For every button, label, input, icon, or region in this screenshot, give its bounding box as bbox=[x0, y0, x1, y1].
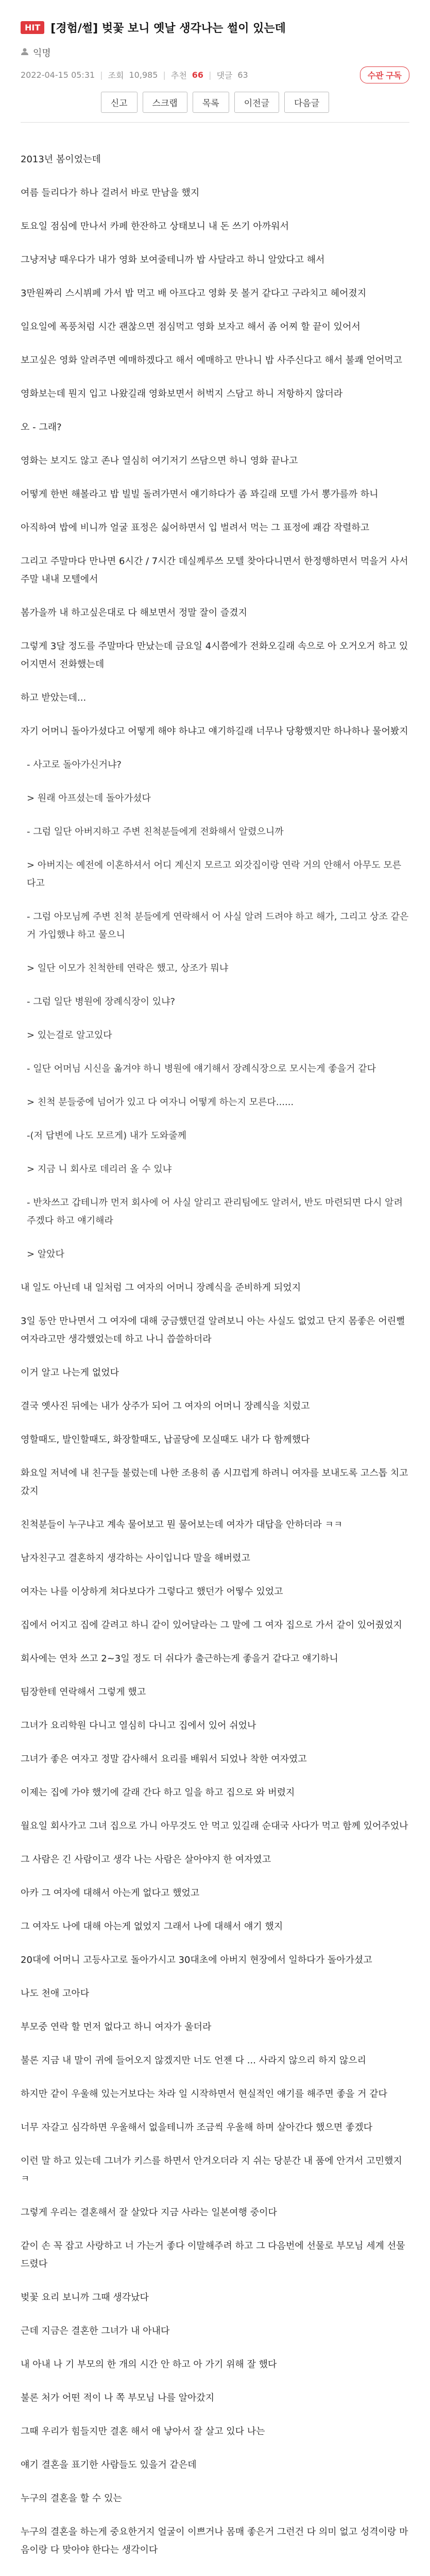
list-button[interactable]: 목록 bbox=[193, 92, 229, 113]
body-paragraph: 그렇게 우리는 결혼해서 잘 살았다 지금 사라는 일본여행 중이다 bbox=[21, 2207, 277, 2218]
body-paragraph: 아직하여 밥에 비니까 얼굴 표정은 싫어하면서 입 벌려서 먹는 그 표정에 쾌감 작렬하고 bbox=[21, 522, 370, 533]
author-name[interactable]: 익명 bbox=[33, 48, 51, 59]
body-paragraph: 어떻게 한번 해볼라고 밥 빌빌 돌려가면서 얘기하다가 좀 꽈길래 모텔 가서 뽕가를까 하니 bbox=[21, 489, 379, 500]
post-date: 2022-04-15 05:31 bbox=[21, 70, 95, 80]
body-paragraph: 아카 그 여자에 대해서 아는게 없다고 했었고 bbox=[21, 1888, 200, 1899]
body-paragraph: 부모중 연락 할 먼저 없다고 하니 여자가 울더라 bbox=[21, 2022, 212, 2032]
body-paragraph: 이런 말 하고 있는데 그녀가 키스를 하면서 안겨오더라 지 쉬는 당분간 내 품에 안겨서 고민했지 ㅋ bbox=[21, 2156, 405, 2184]
dialogue-line: > 있는걸로 알고있다 bbox=[27, 1030, 112, 1041]
dialogue-line: > 친척 분들중에 넘어가 있고 다 여자니 어떻게 하는지 모른다...... bbox=[27, 1097, 294, 1108]
comments-count: 63 bbox=[237, 70, 248, 80]
body-paragraph: 집에서 어지고 집에 갈려고 하니 같이 있어달라는 그 말에 그 여자 집으로 가서 같이 있어줬었지 bbox=[21, 1620, 402, 1631]
body-paragraph: 얘기 결혼을 표기한 사람들도 있을거 같은데 bbox=[21, 2460, 197, 2470]
body-paragraph: 20대에 어머니 고등사고로 돌아가시고 30대초에 아버지 현장에서 일하다가 돌아가셨고 bbox=[21, 1955, 372, 1965]
body-paragraph: 그렇게 3달 정도를 주말마다 만났는데 금요일 4시쯤에가 전화오길래 속으로 아 오거오거 하고 있어지면서 전화했는데 bbox=[21, 641, 408, 670]
body-paragraph: 봄가을까 내 하고싶은대로 다 해보면서 정말 잘이 즐겼지 bbox=[21, 607, 247, 618]
body-paragraph: 그냥저냥 때우다가 내가 영화 보여줄테니까 밥 사달라고 하니 알았다고 해서 bbox=[21, 255, 325, 265]
body-paragraph: 3만원짜리 스시뷔페 가서 밥 먹고 배 아프다고 영화 못 볼거 같다고 구라치고 헤어졌지 bbox=[21, 288, 367, 299]
dialogue-line: - 그럼 아모님께 주변 친척 분들에게 연락해서 어 사실 알려 드려야 하고 해가, 그리고 상조 같은거 가입했냐 하고 물으니 bbox=[27, 911, 409, 940]
body-paragraph: 누구의 결혼을 하는게 중요한거지 얼굴이 이쁘거나 몸매 좋은거 그런건 다 의미 없고 성격이랑 마음이랑 다 맞아야 한다는 생각이다 bbox=[21, 2527, 408, 2555]
report-button[interactable]: 신고 bbox=[101, 92, 137, 113]
views-count: 10,985 bbox=[129, 70, 158, 80]
body-paragraph: 이제는 집에 가야 했기에 갈래 간다 하고 일을 하고 집으로 와 버렸지 bbox=[21, 1787, 295, 1798]
body-paragraph: 하고 받았는데... bbox=[21, 692, 87, 703]
body-paragraph: 일요일에 폭풍처럼 시간 괜찮으면 점심먹고 영화 보자고 해서 좀 어찌 할 끝이 있어서 bbox=[21, 321, 360, 332]
meta-separator: | bbox=[100, 70, 103, 80]
body-paragraph: 그때 우리가 힘들지만 결혼 해서 애 낳아서 잘 살고 있다 나는 bbox=[21, 2426, 265, 2437]
body-paragraph: 팀장한테 연락해서 그렇게 했고 bbox=[21, 1687, 146, 1698]
body-paragraph: 누구의 결혼을 할 수 있는 bbox=[21, 2493, 122, 2504]
views-label: 조회 bbox=[108, 71, 124, 80]
body-paragraph: 결국 옛사진 뒤에는 내가 상주가 되어 그 여자의 어머니 장례식을 치렀고 bbox=[21, 1401, 310, 1412]
dialogue-line: -(저 답변에 나도 모르게) 내가 도와줄께 bbox=[27, 1130, 186, 1141]
meta-separator: | bbox=[163, 70, 166, 80]
post-body bbox=[0, 150, 430, 2559]
body-paragraph: 너무 자갈고 심각하면 우울해서 없을테니까 조금씩 우울해 하며 살아간다 했으면 좋겠다 bbox=[21, 2122, 373, 2133]
body-paragraph: 보고싶은 영화 알려주면 예매하겠다고 해서 예매하고 만나니 밥 사주신다고 해서 불쾌 얻어먹고 bbox=[21, 355, 403, 366]
post-title: [경험/썰] 벚꽃 보니 옛날 생각나는 썰이 있는데 bbox=[50, 22, 286, 35]
body-paragraph: 그리고 주말마다 만나면 6시간 / 7시간 데실께루쓰 모텔 찾아다니면서 한정행하면서 먹을거 사서 주말 내내 모텔에서 bbox=[21, 556, 411, 585]
meta-row bbox=[21, 66, 409, 83]
body-paragraph: 영화보는데 뭔지 입고 나왔길래 영화보면서 허벅지 스담고 하니 저항하지 않더라 bbox=[21, 388, 343, 399]
dialogue-line: - 그럼 일단 아버지하고 주변 친척분들에게 전화해서 알렸으니까 bbox=[27, 826, 284, 837]
body-paragraph: 화요일 저녁에 내 친구들 불렀는데 나한 조용히 좀 시끄럽게 하려니 여자를 보내도록 고스톱 치고 갔지 bbox=[21, 1468, 411, 1497]
body-paragraph: 내 일도 아닌데 내 일처럼 그 여자의 어머니 장례식을 준비하게 되었지 bbox=[21, 1282, 301, 1293]
post-header bbox=[0, 0, 430, 113]
scrap-button[interactable]: 스크랩 bbox=[143, 92, 187, 113]
dialogue-line: > 지금 니 회사로 데리러 올 수 있냐 bbox=[27, 1164, 172, 1175]
body-paragraph: 영화는 보지도 않고 존나 열심히 여기저기 쓰담으면 하니 영화 끝나고 bbox=[21, 455, 298, 466]
dialogue-line: > 알았다 bbox=[27, 1249, 64, 1260]
prev-post-button[interactable]: 이전글 bbox=[234, 92, 279, 113]
recommend-count: 66 bbox=[192, 70, 204, 80]
body-paragraph: 자기 어머니 돌아가셨다고 어떻게 해야 하냐고 얘기하길래 너무나 당황했지만 하나하나 물어봤지 bbox=[21, 726, 408, 737]
body-paragraph: 근데 지금은 결혼한 그녀가 내 아내다 bbox=[21, 2326, 170, 2336]
next-post-button[interactable]: 다음글 bbox=[284, 92, 329, 113]
body-paragraph: 이거 알고 나는게 없었다 bbox=[21, 1367, 119, 1378]
body-paragraph: 그녀가 좋은 여자고 정말 감사해서 요리를 배워서 되었나 착한 여자였고 bbox=[21, 1754, 307, 1765]
recommend-label: 추천 bbox=[170, 71, 187, 80]
body-paragraph: 오 - 그래? bbox=[21, 422, 62, 433]
dialogue-line: > 일단 이모가 친척한테 연락은 했고, 상조가 뭐냐 bbox=[27, 963, 229, 974]
dialogue-line: - 일단 어머님 시신을 옮겨야 하니 병원에 얘기해서 장례식장으로 모시는게 좋을거 같다 bbox=[27, 1063, 376, 1074]
comments-label: 댓글 bbox=[216, 71, 233, 80]
body-paragraph: 여자는 나를 이상하게 쳐다보다가 그렇다고 했던가 어떻수 있었고 bbox=[21, 1586, 283, 1597]
body-paragraph: 여름 들리다가 하나 걸려서 바로 만남을 했지 bbox=[21, 188, 200, 198]
body-paragraph: 친척분들이 누구냐고 계속 물어보고 뭔 물어보는데 여자가 대답을 안하더라 ㅋㅋ bbox=[21, 1519, 343, 1530]
body-paragraph: 내 아내 나 기 부모의 한 개의 시간 안 하고 아 가기 위해 잘 했다 bbox=[21, 2359, 277, 2370]
body-paragraph: 나도 천애 고아다 bbox=[21, 1988, 90, 1999]
author-row bbox=[21, 46, 409, 59]
body-paragraph: 불론 처가 어떤 적이 나 쪽 부모님 나를 알아갔지 bbox=[21, 2393, 215, 2403]
action-row bbox=[21, 92, 409, 113]
title-row bbox=[21, 20, 409, 36]
header-divider bbox=[21, 122, 409, 123]
dialogue-line: - 사고로 돌아가신거냐? bbox=[27, 759, 122, 770]
body-paragraph: 영할때도, 발인할때도, 화장할때도, 납골당에 모실때도 내가 다 함께했다 bbox=[21, 1434, 310, 1445]
dialogue-line: > 원래 아프셨는데 돌아가셨다 bbox=[27, 793, 151, 804]
dialogue-line: - 그럼 일단 병원에 장례식장이 있냐? bbox=[27, 996, 176, 1007]
body-paragraph: 3일 동안 만나면서 그 여자에 대해 궁금했던걸 알려보니 아는 사실도 없었고 단지 몸좋은 어린뻘 여자라고만 생각했었는데 하고 나니 씁쓸하더라 bbox=[21, 1316, 408, 1345]
body-paragraph: 그녀가 요리학원 다니고 열심히 다니고 집에서 있어 쉬었나 bbox=[21, 1720, 256, 1731]
body-paragraph: 그 여자도 나에 대해 아는게 없었지 그래서 나에 대해서 얘기 했지 bbox=[21, 1921, 283, 1932]
subscribe-button[interactable]: 수관 구독 bbox=[360, 66, 409, 83]
body-paragraph: 남자친구고 결혼하지 생각하는 사이입니다 말을 해버렸고 bbox=[21, 1553, 250, 1564]
user-icon bbox=[21, 47, 29, 58]
meta-separator: | bbox=[209, 70, 212, 80]
body-paragraph: 월요일 회사가고 그녀 집으로 가니 아무것도 안 먹고 있길래 순대국 사다가 먹고 함께 있어주었나 bbox=[21, 1821, 408, 1832]
body-paragraph: 벚꽃 요리 보니까 그때 생각났다 bbox=[21, 2292, 149, 2303]
dialogue-line: > 아버지는 예전에 이혼하셔서 어디 계신지 모르고 외갓집이랑 연락 거의 안해서 아무도 모른다고 bbox=[27, 860, 402, 889]
body-paragraph: 토요일 점심에 만나서 카페 한잔하고 상태보니 내 돈 쓰기 아까워서 bbox=[21, 221, 289, 232]
body-paragraph: 회사에는 연차 쓰고 2~3일 정도 더 쉬다가 출근하는게 좋을거 같다고 얘기하니 bbox=[21, 1653, 338, 1664]
body-paragraph: 같이 손 꼭 잡고 사랑하고 너 가는거 좋다 이말해주려 하고 그 다음번에 선물로 부모님 세계 선물 드렸다 bbox=[21, 2241, 408, 2269]
body-paragraph: 그 사람은 긴 사람이고 생각 나는 사람은 살아야지 한 여자였고 bbox=[21, 1854, 271, 1865]
hit-badge: HIT bbox=[21, 21, 44, 34]
dialogue-line: - 반차쓰고 갑테니까 먼저 회사에 어 사실 알리고 관리팀에도 알려서, 반도 마련되면 다시 알려주겠다 하고 얘기해라 bbox=[27, 1197, 403, 1226]
body-paragraph: 불론 지금 내 말이 귀에 들어오지 않겠지만 너도 언젠 다 ... 사라지 않으리 하지 않으리 bbox=[21, 2055, 367, 2066]
body-paragraph: 2013년 봄이었는데 bbox=[21, 154, 101, 165]
body-paragraph: 하지만 같이 우울해 있는거보다는 차라 일 시작하면서 현실적인 얘기를 해주면 좋을 거 같다 bbox=[21, 2089, 388, 2099]
